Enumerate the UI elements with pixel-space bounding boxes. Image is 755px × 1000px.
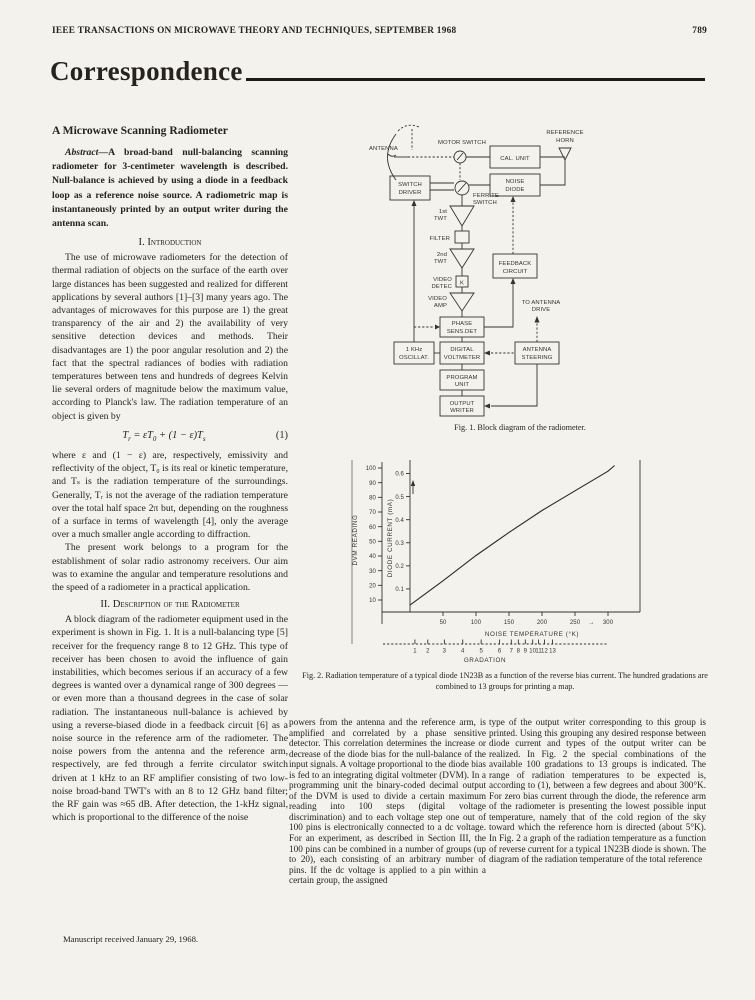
figure2-caption: Fig. 2. Radiation temperature of a typical diode 1N23B as a function of the reverse bias current. The hundred gradations are combined to 13 groups for printing a map. <box>302 671 708 691</box>
svg-text:200: 200 <box>536 620 548 626</box>
svg-text:NOISE: NOISE <box>505 179 525 185</box>
equation-body: $T_r = \varepsilon T_0 + (1 - \varepsilon)T_s$ <box>122 429 206 443</box>
svg-text:10: 10 <box>529 648 537 655</box>
svg-text:2nd: 2nd <box>436 252 447 258</box>
svg-text:OSCILLAT.: OSCILLAT. <box>399 355 429 361</box>
svg-text:UNIT: UNIT <box>454 382 470 388</box>
svg-text:PROGRAM: PROGRAM <box>446 375 478 381</box>
svg-text:6: 6 <box>497 648 502 655</box>
svg-text:0.3: 0.3 <box>395 540 404 547</box>
diode-current-axis-label: DIODE CURRENT (mA) <box>387 498 394 578</box>
block-diagram-svg <box>350 120 712 420</box>
running-header <box>52 26 707 36</box>
svg-text:VOLTMETER: VOLTMETER <box>443 355 481 361</box>
diode-curve-chart-svg <box>345 448 713 664</box>
output-writer-box <box>440 396 484 416</box>
diode-current-axis <box>387 460 415 612</box>
intro-paragraph-3: The present work belongs to a program for the establishment of solar radio astronomy receivers. Our aim was to examine the angular and temperature resolutions and the speed of a radiometer in a practical application. <box>52 542 288 593</box>
manuscript-footnote: Manuscript received January 29, 1968. <box>63 934 199 944</box>
section-title: Correspondence <box>50 56 243 86</box>
x-axis-label: NOISE TEMPERATURE (°K) <box>484 631 580 638</box>
phase-sens-det-box <box>440 317 484 342</box>
svg-text:DRIVER: DRIVER <box>398 190 422 196</box>
to-antenna-drive-label: TO ANTENNA <box>521 300 561 306</box>
svg-text:1st: 1st <box>438 209 447 215</box>
svg-text:ANTENNA: ANTENNA <box>522 347 552 353</box>
svg-text:8: 8 <box>516 648 521 655</box>
svg-text:0.5: 0.5 <box>395 494 404 501</box>
svg-text:100: 100 <box>365 466 376 473</box>
svg-text:3: 3 <box>442 648 447 655</box>
middle-column <box>289 717 486 886</box>
section-heading-description: II. Description of the Radiometer <box>100 599 240 611</box>
feedback-circuit-box <box>484 196 537 327</box>
svg-text:WRITER: WRITER <box>450 408 474 414</box>
svg-text:0.4: 0.4 <box>395 517 404 524</box>
svg-text:VIDEO: VIDEO <box>433 277 452 283</box>
svg-text:→: → <box>588 620 595 626</box>
page-number: 789 <box>692 26 707 36</box>
svg-text:OUTPUT: OUTPUT <box>449 401 475 407</box>
equation-number: (1) <box>275 429 288 441</box>
svg-text:90: 90 <box>369 480 376 487</box>
svg-text:HORN: HORN <box>556 138 574 144</box>
svg-text:TWT: TWT <box>433 259 447 265</box>
dvm-axis-label: DVM READING <box>352 514 359 566</box>
svg-text:STEERING: STEERING <box>521 355 553 361</box>
svg-text:DETEC: DETEC <box>431 284 452 290</box>
left-column <box>52 124 288 824</box>
abstract-label: Abstract <box>65 147 99 158</box>
svg-text:13: 13 <box>549 648 556 655</box>
svg-text:SENS.DET: SENS.DET <box>446 329 478 335</box>
right-column-text: type of the output writer corresponding to this group is printed. Using this grouping any desired response between diode current and types of the output writer can be realized. In Fig. 2 the special combinations of the available 100 gradations to 13 groups is indicated. The range of radiation temperatures to be expected is, according to (1), between a few degrees and about 300°K. For zero bias current through the diode, the reference arm of the radiometer is presenting the lowest possible input temperature, namely that of the cold region of the sky toward which the reference horn is directed (about 5°K). In Fig. 2 a graph of the radiation temperature as a function of reverse current for a typical 1N23B diode is shown. The diagram of the radiation temperature of the total reference <box>489 717 706 865</box>
svg-text:0.6: 0.6 <box>395 471 404 478</box>
figure1-block-diagram <box>350 120 712 420</box>
figure1-caption: Fig. 1. Block diagram of the radiometer. <box>454 423 586 432</box>
svg-text:300: 300 <box>602 620 614 626</box>
right-column <box>489 717 706 865</box>
svg-text:PHASE: PHASE <box>451 321 473 327</box>
svg-text:4: 4 <box>461 648 465 655</box>
svg-text:DIGITAL: DIGITAL <box>450 347 474 353</box>
middle-column-text: powers from the antenna and the reference arm, is amplified and correlated by a phase sensitive detector. This correlation determines the increase or decrease of the diode bias for the null-balance of the input signals. A voltage proportional to the diode bias is fed to an integrating digital voltmeter (DVM). In a programming unit the binary-coded decimal output of the DVM is used to divide a certain maximum reading into 100 steps (digital voltage discrimination) and to each voltage step one out of 100 pins is electronically connected to a dc voltage. For an experiment, as described in Section III, the 100 pins can be combined in a number of groups (up to 20), each consisting of an arbitrary number of pins. If the dc voltage is applied to a pin within a certain group, the assigned <box>289 717 486 886</box>
svg-text:1: 1 <box>413 648 417 655</box>
figure2-graph <box>345 448 713 664</box>
dvm-axis <box>352 462 382 624</box>
journal-title: IEEE TRANSACTIONS ON MICROWAVE THEORY AND TECHNIQUES, SEPTEMBER 1968 <box>52 26 457 36</box>
svg-text:TWT: TWT <box>433 216 447 222</box>
svg-text:50: 50 <box>369 539 376 546</box>
svg-text:50: 50 <box>439 620 447 626</box>
x-axis <box>382 460 640 638</box>
svg-text:AMP: AMP <box>433 303 447 309</box>
intro-paragraph-2: where ε and (1 − ε) are, respectively, emissivity and reflectivity of the object, T₀ is its real or kinetic temperature, and Tₛ is the radiation temperature of the surroundings. Generally, Tᵣ is not the average of the radiation temperature over the total half space 2π but, depending on the roughness of a surface in terms of wavelength [4], only the average over a much smaller angle according to diffraction. <box>52 449 288 541</box>
svg-text:CAL. UNIT: CAL. UNIT <box>500 156 530 162</box>
svg-text:20: 20 <box>369 583 376 590</box>
svg-text:40: 40 <box>369 554 376 561</box>
svg-text:0.2: 0.2 <box>395 564 404 571</box>
correspondence-banner <box>50 56 705 87</box>
gradation-axis-label: GRADATION <box>463 657 507 664</box>
diode-temperature-curve <box>410 466 615 606</box>
title-rule <box>246 78 705 81</box>
svg-text:30: 30 <box>369 568 376 575</box>
svg-text:10: 10 <box>369 598 376 605</box>
svg-text:CIRCUIT: CIRCUIT <box>502 269 528 275</box>
svg-text:DRIVE: DRIVE <box>531 307 551 313</box>
svg-text:0.1: 0.1 <box>395 587 404 594</box>
svg-text:SWITCH: SWITCH <box>473 200 497 206</box>
svg-text:SWITCH: SWITCH <box>398 182 422 188</box>
svg-text:80: 80 <box>369 495 376 502</box>
article-title: A Microwave Scanning Radiometer <box>52 124 228 137</box>
description-paragraph-1: A block diagram of the radiometer equipment used in the experiment is shown in Fig. 1. It is a null-balancing type [5] receiver for the frequency range 8 to 12 GHz. This type of receiver has been chosen to avoid the influence of gain instabilities, which becomes serious if an accuracy of a few degrees is wanted over a dynamical range of 300 degrees —or even more than a thousand degrees in the case of solar radiation. The instantaneous null-balance is achieved by using a reverse-biased diode in a feedback circuit [6] as a noise source in the reference arm of the radiometer. The noise powers from the antenna and the reference arm, respectively, are fed through a ferrite circulator switch driven at 1 kHz to an RF amplifier consisting of two low-noise broad-band TWT's with an 8 to 12 GHz band filter; the RF gain was ≈65 dB. After detection, the 1-kHz signal, which is proportional to the difference of the noise <box>52 614 288 824</box>
antenna-steering-box <box>484 300 560 409</box>
detector-symbol: K <box>459 280 465 287</box>
svg-text:12: 12 <box>541 648 548 655</box>
svg-text:1 KHz: 1 KHz <box>405 347 423 353</box>
section-heading-introduction: I. Introduction <box>138 237 202 249</box>
abstract <box>52 146 288 231</box>
abstract-text: —A broad-band null-balancing scanning radiometer for 3-centimeter wavelength is described. Null-balance is achieved by using a diode in a feedback loop as a reference noise source. A radiometric map is instantaneously printed by an output writer during the antenna scan. <box>52 147 288 230</box>
svg-text:FILTER: FILTER <box>429 236 450 242</box>
intro-paragraph-1: The use of microwave radiometers for the detection of thermal radiation of objects on the surface of the earth over large distances has been suggested and realized for different applications by several authors [1]–[3] many years ago. The advantages of microwaves for this purpose are 1) the great transparency of the air and 2) the availability of very sensitive detection devices and methods. Their disadvantages are 1) the poor angular resolution and 2) the fact that the spectral radiances of bodies with radiation temperatures between tens and hundreds of degrees Kelvin lie several orders of magnitude below the maximum value, according to Planck's law. The radiation temperature of an object is given by <box>52 252 288 422</box>
motor-switch-label: MOTOR SWITCH <box>438 140 486 146</box>
cal-unit-box <box>490 146 540 168</box>
svg-text:5: 5 <box>479 648 483 655</box>
svg-text:7: 7 <box>509 648 514 655</box>
reference-horn <box>540 130 584 185</box>
svg-text:REFERENCE: REFERENCE <box>546 130 584 136</box>
svg-text:11: 11 <box>535 648 542 655</box>
motor-switch <box>438 140 490 180</box>
svg-text:9: 9 <box>523 648 528 655</box>
svg-text:FEEDBACK: FEEDBACK <box>498 261 532 267</box>
svg-text:70: 70 <box>369 510 376 517</box>
svg-text:150: 150 <box>503 620 515 626</box>
antenna-label: ANTENNA <box>369 146 398 152</box>
svg-text:100: 100 <box>470 620 482 626</box>
digital-voltmeter-box <box>440 342 484 370</box>
program-unit-box <box>440 370 484 396</box>
svg-text:DIODE: DIODE <box>505 187 525 193</box>
equation-1 <box>52 430 288 443</box>
svg-text:60: 60 <box>369 524 376 531</box>
svg-text:VIDEO: VIDEO <box>428 296 447 302</box>
switch-driver-box <box>390 176 454 200</box>
gradation-axis <box>383 640 607 665</box>
antenna-symbol <box>369 125 454 180</box>
svg-text:250: 250 <box>569 620 581 626</box>
rf-chain <box>428 195 474 317</box>
svg-text:FERRITE: FERRITE <box>473 193 499 199</box>
svg-text:2: 2 <box>426 648 430 655</box>
